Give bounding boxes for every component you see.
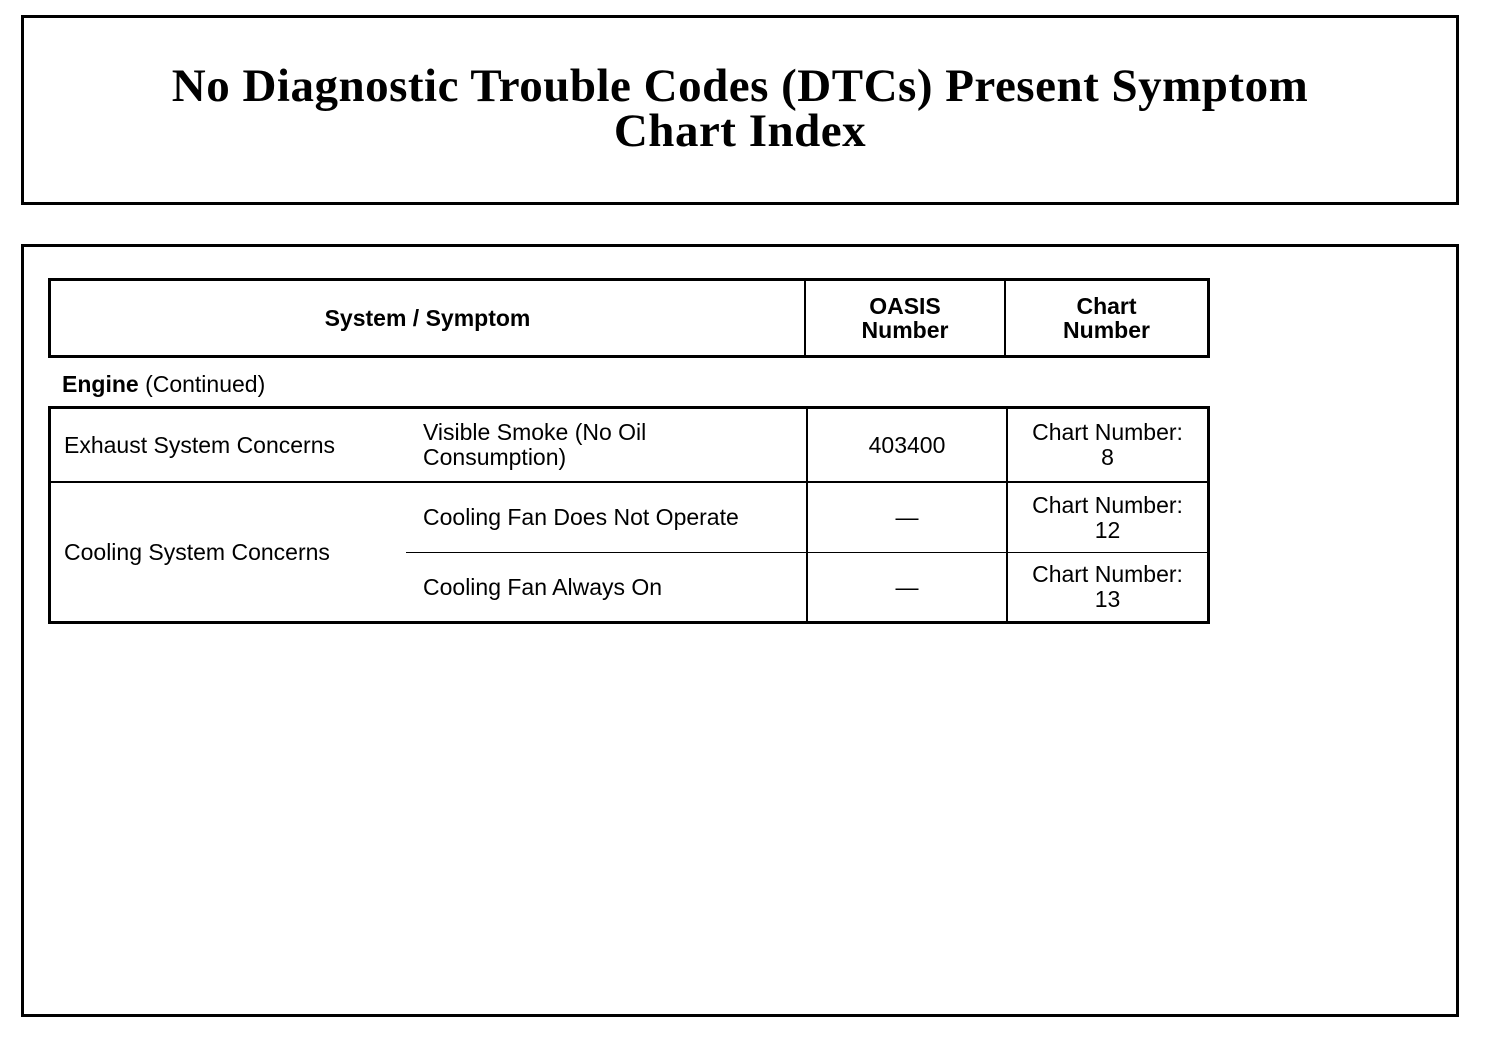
chart-cell: [1006, 409, 1207, 481]
title-box: [21, 15, 1459, 205]
chart-cell: [1006, 553, 1207, 621]
header-system-symptom-label: System / Symptom: [324, 305, 531, 331]
table-row: [51, 409, 1207, 483]
symptom-cell: [406, 483, 806, 552]
symptom-label: Cooling Fan Always On: [423, 573, 663, 600]
chart-label: Chart Number:: [1032, 491, 1183, 518]
header-oasis-line1: OASIS: [869, 293, 941, 319]
symptom-cell: [406, 409, 806, 481]
chart-value: 8: [1101, 444, 1114, 470]
symptom-line-1: Visible Smoke (No Oil: [423, 419, 647, 445]
chart-value: 13: [1094, 586, 1121, 612]
section-suffix: (Continued): [145, 371, 266, 397]
chart-label: Chart Number:: [1032, 561, 1183, 587]
symptom-cell: [406, 553, 806, 621]
oasis-value: 403400: [868, 431, 946, 458]
chart-label: Chart Number:: [1032, 419, 1183, 445]
table-row: [406, 483, 1207, 553]
oasis-cell: [806, 483, 1006, 552]
header-chart-number: [1006, 281, 1207, 355]
oasis-cell: [806, 553, 1006, 621]
header-chart-line1: Chart: [1076, 293, 1137, 319]
chart-value: 12: [1094, 516, 1121, 543]
title-line-2: Chart Index: [613, 105, 867, 157]
header-oasis-number: [806, 281, 1006, 355]
header-chart-line2: Number: [1063, 317, 1150, 343]
table-row-group: [51, 483, 1207, 621]
oasis-cell: [806, 409, 1006, 481]
header-system-symptom: [51, 281, 806, 355]
symptom-table: [48, 406, 1210, 624]
section-label: [62, 371, 265, 397]
oasis-value: —: [895, 504, 919, 530]
system-label: Exhaust System Concerns: [64, 431, 336, 458]
content-box: [21, 244, 1459, 1017]
system-label: Cooling System Concerns: [64, 538, 330, 565]
section-name: Engine: [62, 371, 139, 397]
table-row: [406, 553, 1207, 621]
page-title: [24, 60, 1456, 157]
symptom-label: Cooling Fan Does Not Operate: [423, 504, 739, 530]
oasis-value: —: [895, 573, 919, 600]
chart-cell: [1006, 483, 1207, 552]
header-oasis-line2: Number: [861, 317, 949, 343]
title-line-1: No Diagnostic Trouble Codes (DTCs) Present Symptom: [171, 60, 1309, 112]
system-cell: [51, 409, 406, 481]
symptom-line-2: Consumption): [423, 444, 567, 470]
system-cell: [51, 483, 406, 621]
table-header: [48, 278, 1210, 358]
